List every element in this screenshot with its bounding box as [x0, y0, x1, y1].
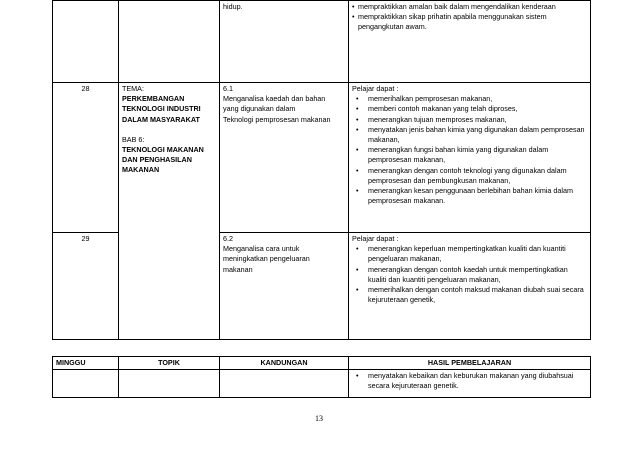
outcomes-intro: Pelajar dapat : [352, 84, 399, 93]
outcome-list [352, 244, 587, 305]
outcomes-cell [349, 1, 591, 83]
content-line: makanan [223, 264, 253, 274]
content-cell [220, 233, 349, 340]
syllabus-table [52, 356, 591, 398]
syllabus-table-continued [52, 0, 591, 340]
outcome-list [352, 94, 587, 206]
header-content: KANDUNGAN [220, 357, 349, 370]
table-header-row [53, 357, 591, 370]
outcomes-intro: Pelajar dapat : [352, 234, 399, 243]
topic-cell [119, 83, 220, 340]
content-line: meningkatkan pengeluaran [223, 254, 310, 264]
table-row [53, 370, 591, 398]
list-item: • menerangkan fungsi bahan kimia yang digunakan dalam pemprosesan makanan, [352, 145, 587, 165]
chapter-line: TEKNOLOGI MAKANAN [122, 145, 204, 155]
content-line: 6.2 [223, 234, 233, 243]
chapter-label: BAB 6: [122, 134, 145, 144]
week-cell [53, 1, 119, 83]
list-item: • mempraktikkan amalan baik dalam mengendalikan kenderaan [352, 2, 587, 12]
list-item: • menerangkan tujuan memproses makanan, [352, 115, 587, 125]
content-line: yang digunakan dalam [223, 104, 296, 114]
theme-line: DALAM MASYARAKAT [122, 114, 200, 124]
theme-label: TEMA: [122, 84, 144, 93]
topic-cell [119, 1, 220, 83]
week-cell [53, 370, 119, 398]
content-cell [220, 83, 349, 233]
chapter-line: DAN PENGHASILAN [122, 155, 192, 165]
list-item: • mempraktikkan sikap prihatin apabila menggunakan sistem pengangkutan awam. [352, 12, 587, 32]
content-cell [220, 1, 349, 83]
outcome-list [352, 2, 587, 33]
week-number: 29 [81, 234, 90, 243]
list-item: • menyatakan jenis bahan kimia yang digunakan dalam pemprosesan makanan, [352, 125, 587, 145]
table-row [53, 1, 591, 83]
week-cell [53, 83, 119, 233]
week-cell [53, 233, 119, 340]
theme-line: TEKNOLOGI INDUSTRI [122, 104, 201, 114]
list-item: • menerangkan dengan contoh kaedah untuk mempertingkatkan kualiti dan kuantiti pengeluaran makanan, [352, 265, 587, 285]
chapter-line: MAKANAN [122, 165, 160, 175]
list-item: • menerangkan keperluan mempertingkatkan kualiti dan kuantiti pengeluaran makanan, [352, 244, 587, 264]
list-item: • memerihalkan dengan contoh maksud makanan diubah suai secara kejuruteraan genetik, [352, 285, 587, 305]
week-number: 28 [81, 84, 90, 93]
content-line: Menganalisa kaedah dan bahan [223, 94, 326, 104]
list-item: • menerangkan dengan contoh teknologi yang digunakan dalam pemprosesan dan pembungkusan makanan, [352, 166, 587, 186]
content-text: hidup. [223, 2, 243, 11]
content-cell [220, 370, 349, 398]
list-item: • menyatakan kebaikan dan keburukan makanan yang diubahsuai secara kejuruteraan genetik. [352, 371, 587, 391]
content-line: Menganalisa cara untuk [223, 244, 300, 254]
list-item: • menerangkan kesan penggunaan berlebihan bahan kimia dalam pemprosesan makanan. [352, 186, 587, 206]
outcomes-cell [349, 370, 591, 398]
outcomes-cell [349, 83, 591, 233]
page-number: 13 [315, 414, 323, 423]
outcome-list [352, 371, 587, 391]
header-topic: TOPIK [119, 357, 220, 370]
topic-cell [119, 370, 220, 398]
content-line: 6.1 [223, 84, 233, 93]
header-outcomes: HASIL PEMBELAJARAN [349, 357, 591, 370]
theme-line: PERKEMBANGAN [122, 94, 185, 104]
header-week: MINGGU [53, 357, 119, 370]
list-item: • memberi contoh makanan yang telah diproses, [352, 104, 587, 114]
table-row [53, 83, 591, 233]
outcomes-cell [349, 233, 591, 340]
list-item: • memerihalkan pemprosesan makanan, [352, 94, 587, 104]
content-line: Teknologi pemprosesan makanan [223, 114, 331, 124]
